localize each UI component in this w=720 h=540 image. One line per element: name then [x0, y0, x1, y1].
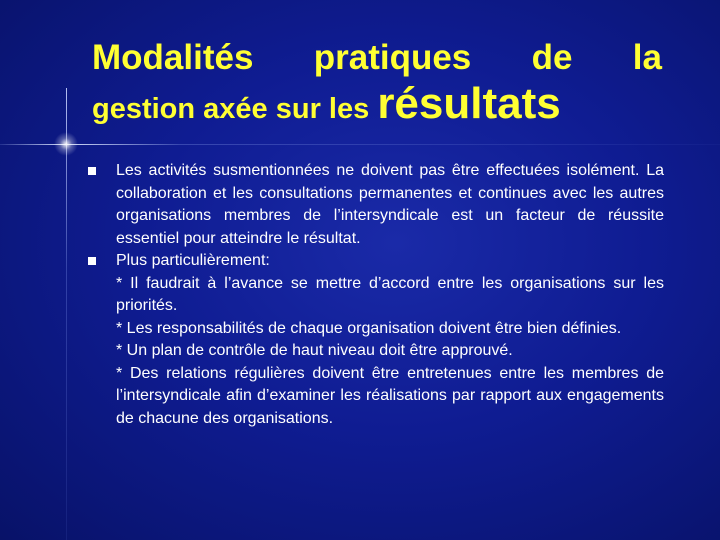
sub-item: * Des relations régulières doivent être entretenues entre les membres de l’intersyndicale afin d’examiner les réalisations par rapport aux engagements de chacune des organisations.	[116, 364, 664, 427]
sub-item: * Il faudrait à l’avance se mettre d’accord entre les organisations sur les priorités.	[116, 274, 664, 314]
decorative-horizontal-line	[0, 144, 720, 145]
square-bullet-icon	[88, 167, 96, 175]
sub-item: * Un plan de contrôle de haut niveau doit être approuvé.	[116, 342, 513, 359]
bullet-item	[86, 250, 664, 273]
slide-title	[92, 36, 662, 131]
slide-body	[86, 160, 664, 430]
bullet-text: Les activités susmentionnées ne doivent pas être effectuées isolément. La collaboration et les consultations permanentes et continues avec les autres organisations membres de l’intersyndicale est un facteur de réussite essentiel pour atteindre le résultat.	[116, 162, 664, 247]
title-word: pratiques	[313, 38, 472, 77]
bullet-text: Plus particulièrement:	[116, 252, 270, 269]
title-line-1	[92, 36, 662, 80]
title-word: de	[531, 38, 573, 77]
sub-item: * Les responsabilités de chaque organisation doivent être bien définies.	[116, 319, 622, 337]
square-bullet-icon	[88, 257, 96, 265]
sparkle-icon	[54, 132, 78, 156]
title-word: Modalités	[92, 38, 254, 77]
title-line-2	[92, 79, 662, 131]
title-text: gestion axée sur les	[92, 93, 378, 125]
title-emphasis: résultats	[377, 79, 561, 128]
title-word: la	[632, 38, 662, 77]
bullet-item	[86, 160, 664, 250]
